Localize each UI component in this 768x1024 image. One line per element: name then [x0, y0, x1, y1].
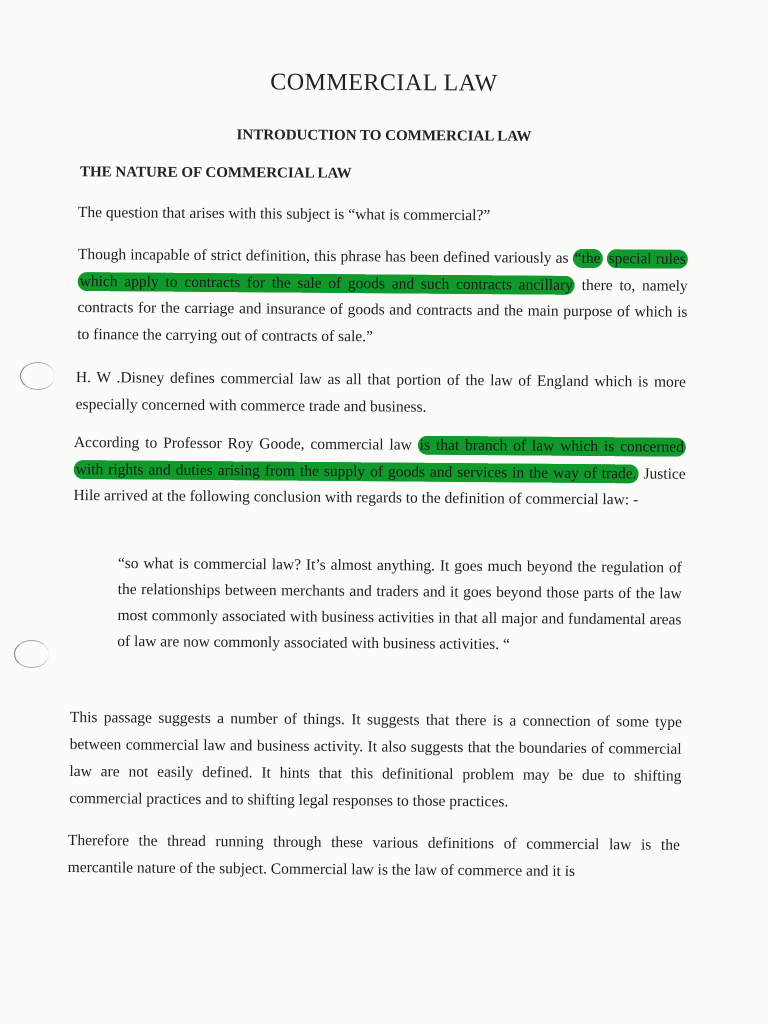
section-heading: THE NATURE OF COMMERCIAL LAW [79, 164, 352, 182]
highlighted-text: special rules which apply to contracts for the sale of goods and such contracts ancillary [78, 249, 688, 294]
paragraph-disney: H. W .Disney defines commercial law as all that portion of the law of England which is more especially concerned with commerce trade and business. [75, 368, 686, 416]
document-subtitle: INTRODUCTION TO COMMERCIAL LAW [236, 127, 532, 145]
document-title: COMMERCIAL LAW [270, 69, 498, 97]
paragraph-goode [73, 430, 686, 514]
punch-hole-mark [14, 640, 49, 668]
paragraph-passage: This passage suggests a number of things. It suggests that there is a connection of some type between commercial law and business activity. It also suggests that the boundaries of commercial law are not easily defined. It hints that this definitional problem may be due to shifting commercial practices and to shifting legal responses to those practices. [69, 708, 682, 811]
paragraph-thread: Therefore the thread running through these various definitions of commercial law is the mercantile nature of the subject. Commercial law is the law of commerce and it is [67, 831, 680, 880]
paragraph-text: According to Professor Roy Goode, commercial law [73, 433, 418, 454]
paragraph-text: Though incapable of strict definition, this phrase has been defined variously as [77, 245, 573, 267]
paragraph-text: there to, namely contracts for the carriage and insurance of goods and contracts and the main purpose of which is to finance the carrying out of contracts of sale.” [77, 276, 688, 345]
paragraph-question: The question that arises with this subject is “what is commercial?” [77, 203, 491, 225]
paragraph-definition [77, 242, 688, 353]
highlighted-text: is that branch of law which is concerned with rights and duties arising from the supply of goods and services in the way of trade. [74, 436, 686, 483]
punch-hole-mark [20, 362, 55, 390]
highlighted-text: “the [573, 249, 603, 268]
paragraph-text: Justice Hile arrived at the following conclusion with regards to the definition of commercial law: - [73, 464, 686, 509]
block-quote: “so what is commercial law? It’s almost anything. It goes much beyond the regulation of the relationships between merchants and traders and it goes beyond those parts of the law most commonly associated with business activities in that all major and fundamental areas of law are now commonly associated with business activities. “ [117, 554, 682, 654]
